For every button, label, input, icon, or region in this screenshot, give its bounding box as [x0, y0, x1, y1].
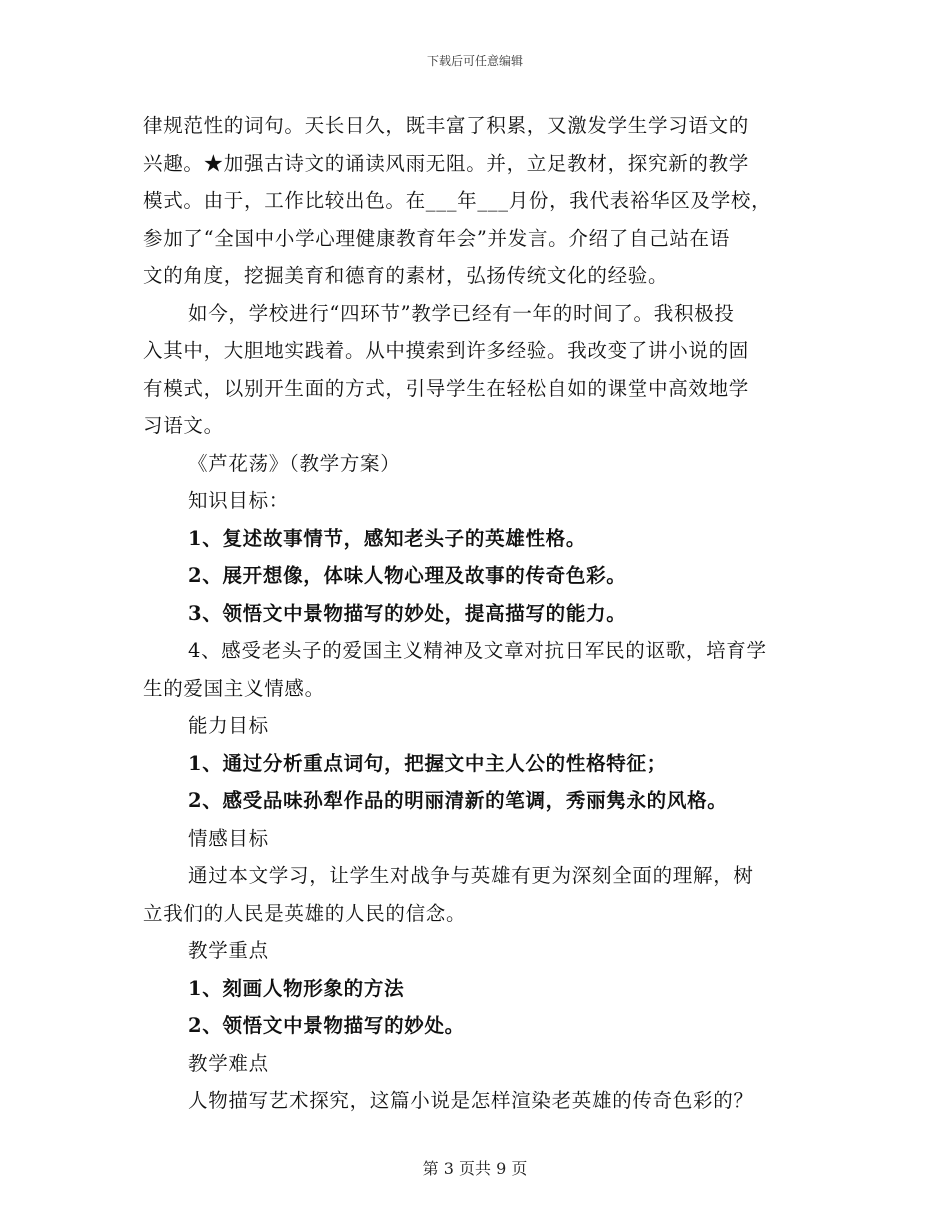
- text-line: 4、感受老头子的爱国主义精神及文章对抗日军民的讴歌，培育学: [188, 639, 767, 662]
- text-line: 2、领悟文中景物描写的妙处。: [188, 1014, 465, 1037]
- text-line: 有模式，以别开生面的方式，引导学生在轻松自如的课堂中高效地学: [143, 376, 750, 400]
- text-line: 2、感受品味孙犁作品的明丽清新的笔调，秀丽隽永的风格。: [188, 789, 728, 812]
- page-footer: 第 3 页共 9 页: [422, 1159, 528, 1178]
- text-line: 1、通过分析重点词句，把握文中主人公的性格特征；: [188, 751, 667, 775]
- text-line: 文的角度，挖掘美育和德育的素材，弘扬传统文化的经验。: [143, 264, 669, 287]
- text-line: 1、复述故事情节，感知老头子的英雄性格。: [188, 526, 587, 550]
- text-line: 立我们的人民是英雄的人民的信念。: [143, 901, 467, 925]
- text-line: 教学重点: [188, 939, 269, 962]
- text-line: 3、领悟文中景物描写的妙处，提高描写的能力。: [188, 601, 627, 625]
- text-line: 能力目标: [188, 714, 269, 737]
- text-line: 生的爱国主义情感。: [143, 676, 325, 700]
- text-line: 通过本文学习，让学生对战争与英雄有更为深刻全面的理解，树: [188, 864, 754, 887]
- text-line: 2、展开想像，体味人物心理及故事的传奇色彩。: [188, 564, 627, 587]
- text-line: 习语文。: [143, 414, 224, 437]
- text-line: 入其中，大胆地实践着。从中摸索到许多经验。我改变了讲小说的固: [143, 339, 750, 362]
- text-line: 模式。由于，工作比较出色。在___年___月份，我代表裕华区及学校，: [143, 189, 772, 212]
- text-line: 知识目标：: [188, 489, 290, 512]
- text-line: 如今，学校进行“四环节”教学已经有一年的时间了。我积极投: [188, 301, 735, 325]
- page-header: 下载后可任意编辑: [426, 54, 523, 68]
- text-line: 1、刻画人物形象的方法: [188, 976, 405, 1000]
- text-line: 教学难点: [188, 1051, 269, 1075]
- text-line: 《芦花荡》（教学方案）: [188, 451, 401, 475]
- text-line: 人物描写艺术探究，这篇小说是怎样渲染老英雄的传奇色彩的？: [188, 1089, 754, 1112]
- text-line: 律规范性的词句。天长日久，既丰富了积累，又激发学生学习语文的: [143, 114, 750, 137]
- text-line: 兴趣。★加强古诗文的诵读风雨无阻。并，立足教材，探究新的教学: [143, 151, 750, 175]
- text-line: 参加了“全国中小学心理健康教育年会”并发言。介绍了自己站在语: [143, 226, 730, 250]
- document-body: [143, 107, 809, 1120]
- text-line: 情感目标: [188, 826, 269, 850]
